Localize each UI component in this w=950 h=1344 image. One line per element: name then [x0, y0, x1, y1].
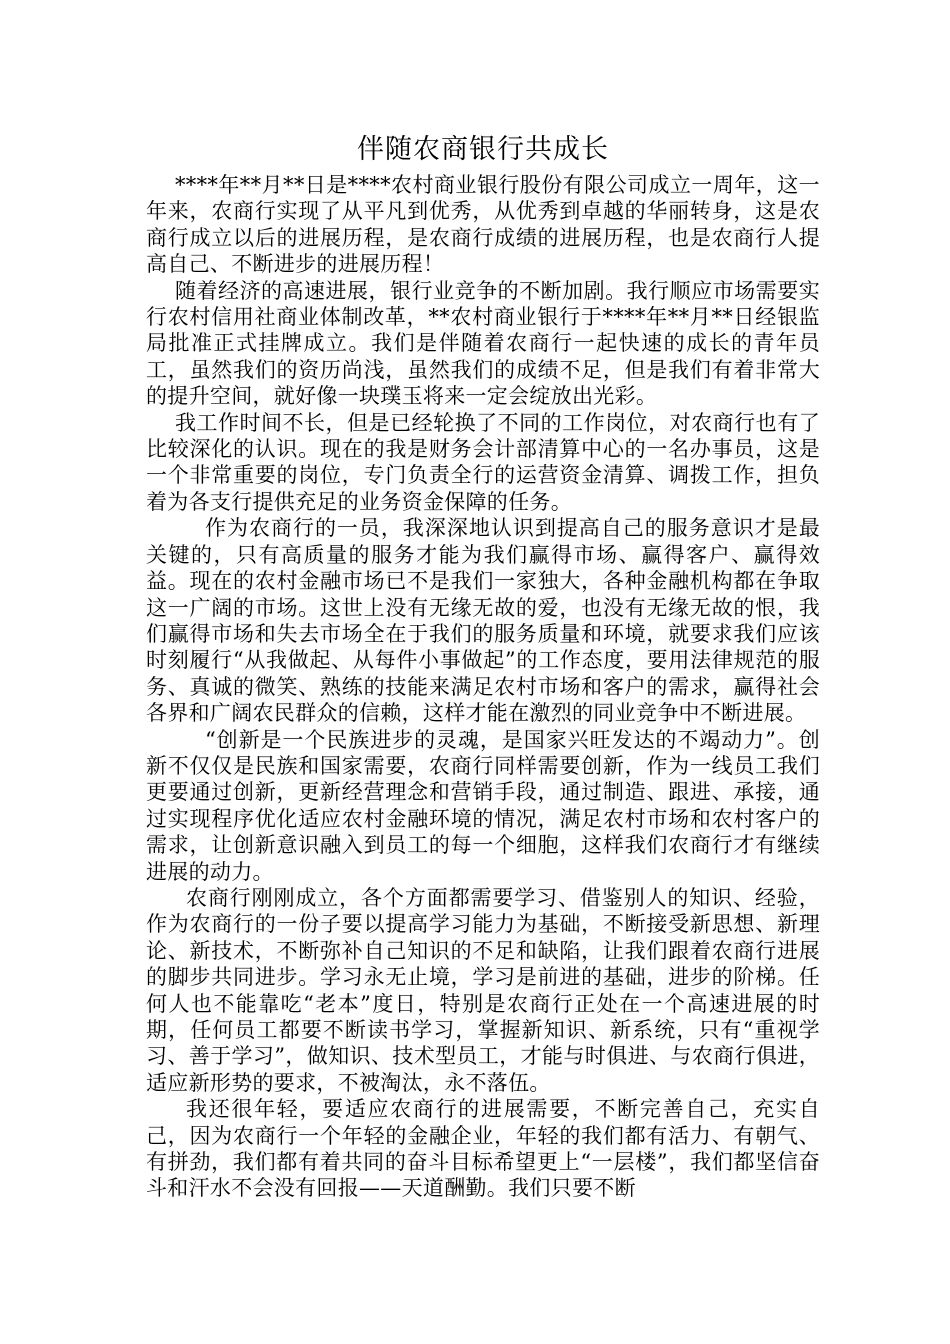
paragraph-7: 我还很年轻，要适应农商行的进展需要，不断完善自己，充实自己，因为农商行一个年轻的金融企业，年轻的我们都有活力、有朝气、有拼劲，我们都有着共同的奋斗目标希望更上“一层楼”，我们都坚信奋斗和汗水不会没有回报——天道酬勤。我们只要不断 — [146, 1097, 820, 1201]
paragraph-3: 我工作时间不长，但是已经轮换了不同的工作岗位，对农商行也有了比较深化的认识。现在的我是财务会计部清算中心的一名办事员，这是一个非常重要的岗位，专门负责全行的运营资金清算、调拨工作，担负着为各支行提供充足的业务资金保障的任务。 — [146, 410, 820, 514]
paragraph-4: 作为农商行的一员，我深深地认识到提高自己的服务意识才是最关键的，只有高质量的服务才能为我们赢得市场、赢得客户、赢得效益。现在的农村金融市场已不是我们一家独大，各种金融机构都在争取这一广阔的市场。这世上没有无缘无故的爱，也没有无缘无故的恨，我们赢得市场和失去市场全在于我们的服务质量和环境，就要求我们应该时刻履行“从我做起、从每件小事做起”的工作态度，要用法律规范的服务、真诚的微笑、熟练的技能来满足农村市场和客户的需求，赢得社会各界和广阔农民群众的信赖，这样才能在激烈的同业竞争中不断进展。 — [146, 516, 820, 726]
paragraph-5: “创新是一个民族进步的灵魂，是国家兴旺发达的不竭动力”。创新不仅仅是民族和国家需要，农商行同样需要创新，作为一线员工我们更要通过创新，更新经营理念和营销手段，通过制造、跟进、承接，通过实现程序优化适应农村金融环境的情况，满足农村市场和农村客户的需求，让创新意识融入到员工的每一个细胞，这样我们农商行才有继续进展的动力。 — [146, 727, 820, 884]
paragraph-1: ****年**月**日是****农村商业银行股份有限公司成立一周年，这一年来，农商行实现了从平凡到优秀，从优秀到卓越的华丽转身，这是农商行成立以后的进展历程，是农商行成绩的进展历程，也是农商行人提高自己、不断进步的进展历程！ — [146, 173, 820, 277]
document-title: 伴随农商银行共成长 — [357, 134, 609, 165]
paragraph-6: 农商行刚刚成立，各个方面都需要学习、借鉴别人的知识、经验，作为农商行的一份子要以提高学习能力为基础，不断接受新思想、新理论、新技术，不断弥补自己知识的不足和缺陷，让我们跟着农商行进展的脚步共同进步。学习永无止境，学习是前进的基础，进步的阶梯。任何人也不能靠吃“老本”度日，特别是农商行正处在一个高速进展的时期，任何员工都要不断读书学习，掌握新知识、新系统，只有“重视学习、善于学习”，做知识、技术型员工，才能与时俱进、与农商行俱进，适应新形势的要求，不被淘汰，永不落伍。 — [146, 885, 820, 1095]
document-page — [146, 132, 820, 1202]
paragraph-2: 随着经济的高速进展，银行业竞争的不断加剧。我行顺应市场需要实行农村信用社商业体制改革，**农村商业银行于****年**月**日经银监局批准正式挂牌成立。我们是伴随着农商行一起快速的成长的青年员工，虽然我们的资历尚浅，虽然我们的成绩不足，但是我们有着非常大的提升空间，就好像一块璞玉将来一定会绽放出光彩。 — [146, 278, 820, 409]
